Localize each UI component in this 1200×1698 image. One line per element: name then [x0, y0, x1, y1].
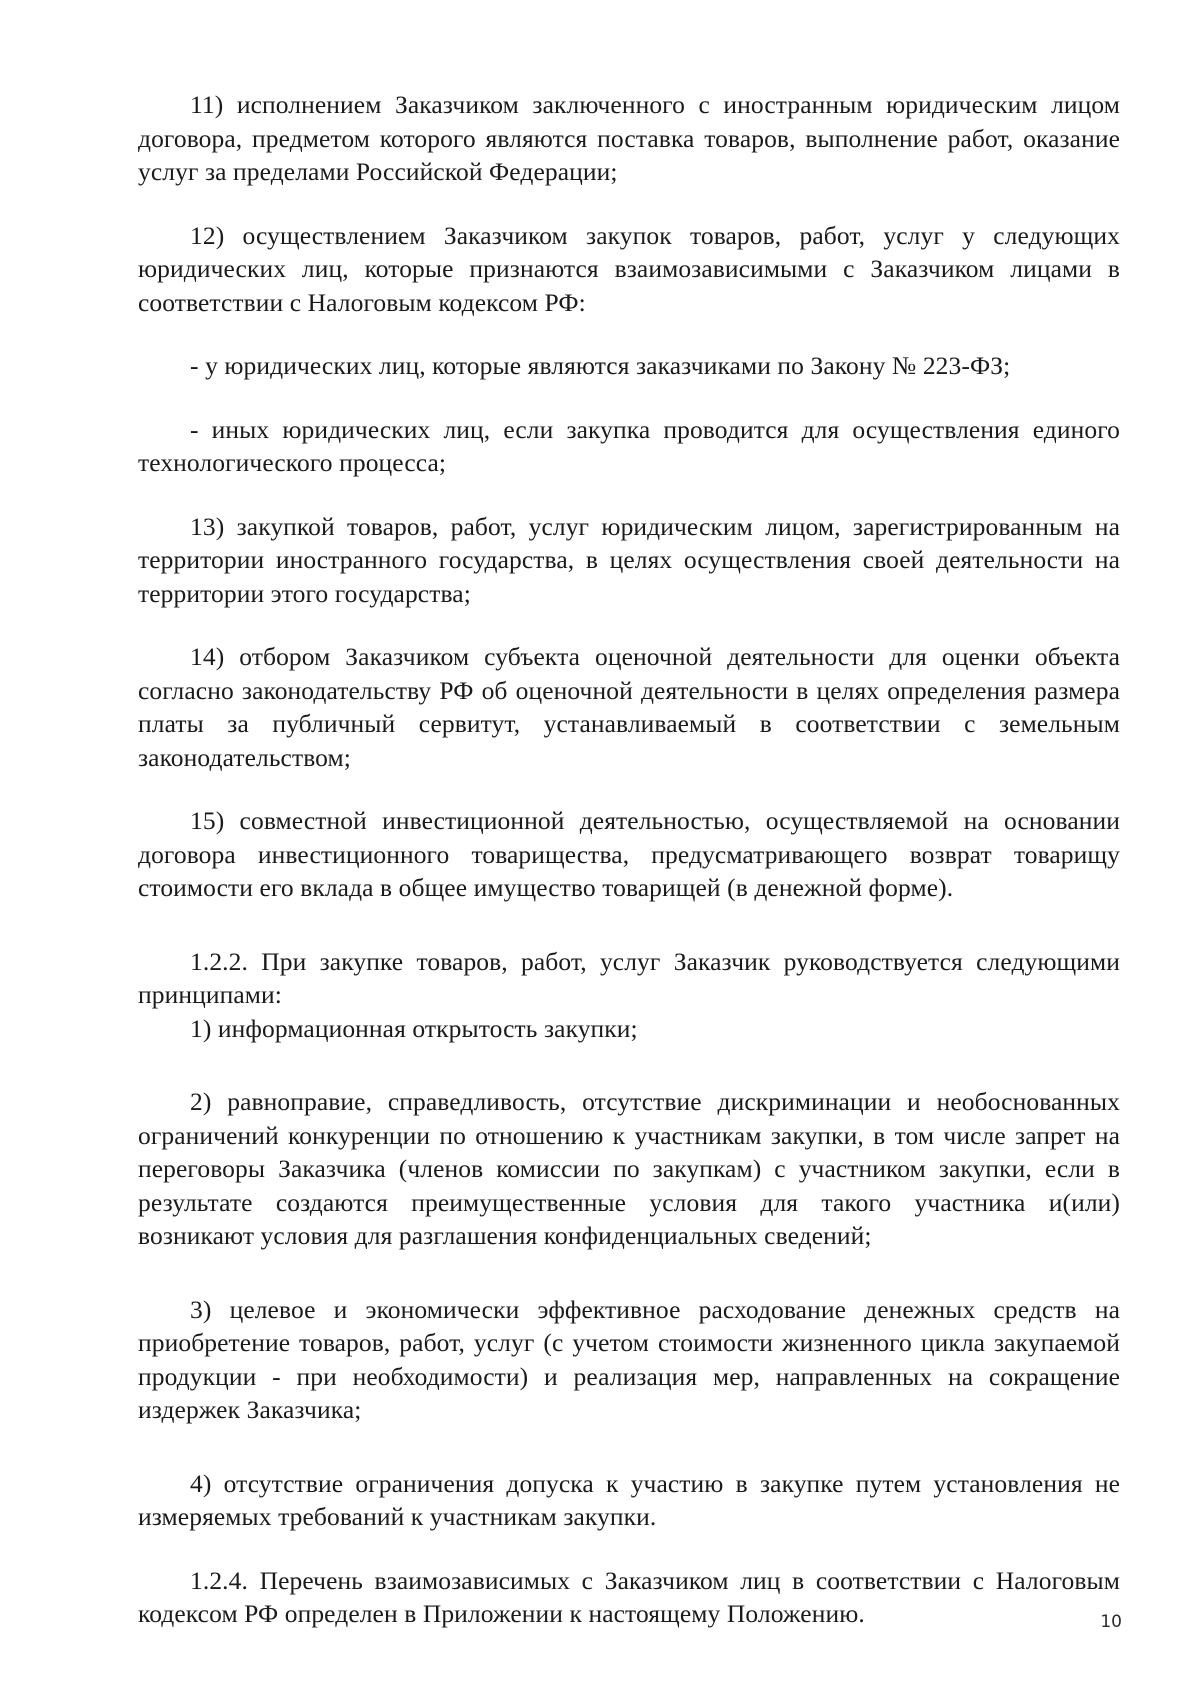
paragraph-item-15: 15) совместной инвестиционной деятельностью, осуществляемой на основании договора инвестиционного товарищества, предусматривающего возврат товарищу стоимости его вклада в общее имущество товарищей (в денежной форме). [138, 806, 1120, 902]
paragraph-item-11: 11) исполнением Заказчиком заключенного с иностранным юридическим лицом договора, предметом которого являются поставка товаров, выполнение работ, оказание услуг за пределами Российской Федерации; [138, 90, 1120, 186]
document-body [138, 88, 1120, 1631]
principle-4: 4) отсутствие ограничения допуска к участию в закупке путем установления не измеряемых требований к участникам закупки. [138, 1468, 1120, 1531]
paragraph-item-13: 13) закупкой товаров, работ, услуг юридическим лицом, зарегистрированным на территории иностранного государства, в целях осуществления своей деятельности на территории этого государства; [138, 511, 1120, 608]
paragraph-sub-item-2: - иных юридических лиц, если закупка проводится для осуществления единого технологического процесса; [138, 414, 1120, 477]
paragraph-section-1-2-4: 1.2.4. Перечень взаимозависимых с Заказчиком лиц в соответствии с Налоговым кодексом РФ определен в Приложении к настоящему Положению. [138, 1565, 1120, 1628]
paragraph-item-14: 14) отбором Заказчиком субъекта оценочной деятельности для оценки объекта согласно законодательству РФ об оценочной деятельности в целях определения размера платы за публичный сервитут, устанавливаемый в соответствии с земельным законодательством; [138, 642, 1120, 772]
paragraph-section-1-2-2: 1.2.2. При закупке товаров, работ, услуг Заказчик руководствуется следующими принципами: [138, 946, 1120, 1009]
principle-3: 3) целевое и экономически эффективное расходование денежных средств на приобретение товаров, работ, услуг (с учетом стоимости жизненного цикла закупаемой продукции - при необходимости) и реализация мер, направленных на сокращение издержек Заказчика; [138, 1294, 1120, 1424]
principle-2: 2) равноправие, справедливость, отсутствие дискриминации и необоснованных ограничений конкуренции по отношению к участникам закупки, в том числе запрет на переговоры Заказчика (членов комиссии по закупкам) с участником закупки, если в результате создаются преимущественные условия для такого участника и(или) возникают условия для разглашения конфиденциальных сведений; [138, 1087, 1120, 1250]
principle-1: 1) информационная открытость закупки; [190, 1013, 638, 1043]
page-number: 10 [1100, 1612, 1122, 1632]
paragraph-sub-item-1: - у юридических лиц, которые являются заказчиками по Закону № 223-ФЗ; [190, 351, 1011, 380]
paragraph-item-12: 12) осуществлением Заказчиком закупок товаров, работ, услуг у следующих юридических лиц, которые признаются взаимозависимыми с Заказчиком лицами в соответствии с Налоговым кодексом РФ: [138, 220, 1120, 317]
